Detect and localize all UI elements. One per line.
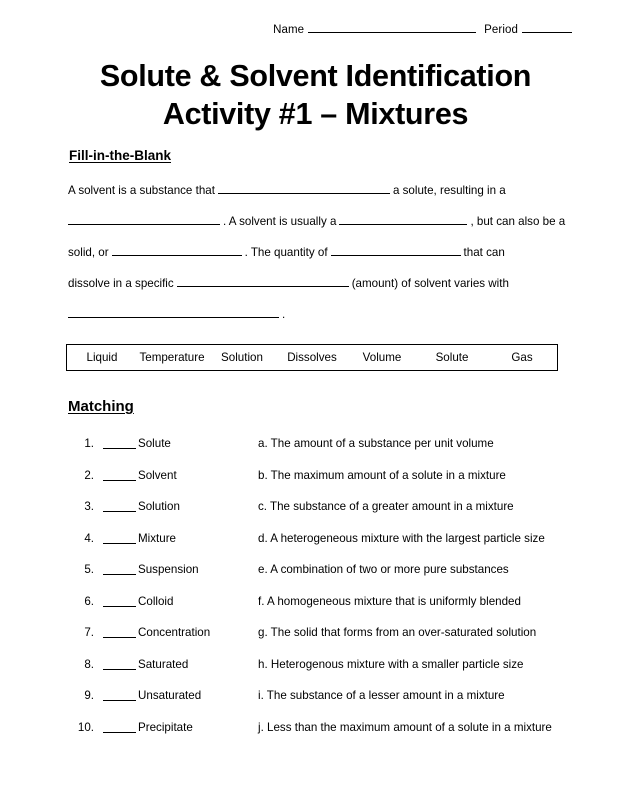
word-bank-box (66, 344, 558, 371)
matching-row (0, 500, 631, 532)
word-bank-item: Dissolves (287, 351, 337, 364)
page-title (0, 57, 631, 133)
period-blank-line[interactable] (522, 32, 572, 33)
fib-blank-7[interactable] (68, 317, 279, 318)
fib-text-4b: (amount) of solvent varies with (351, 277, 509, 290)
matching-row (0, 437, 631, 469)
matching-answer-blank[interactable] (103, 532, 136, 544)
word-bank-item: Solution (221, 351, 263, 364)
matching-answer-blank[interactable] (103, 689, 136, 701)
matching-row (0, 658, 631, 690)
matching-row (0, 689, 631, 721)
fib-line-5 (68, 308, 568, 339)
title-line-1: Solute & Solvent Identification (99, 59, 532, 93)
word-bank-item: Gas (511, 351, 533, 364)
matching-term: Precipitate (138, 720, 193, 734)
title-line-2: Activity #1 – Mixtures (162, 97, 469, 131)
matching-term: Concentration (138, 626, 211, 639)
fib-text-4a: dissolve in a specific (68, 277, 174, 290)
fib-text-3b: . The quantity of (244, 246, 328, 259)
matching-answer-blank[interactable] (103, 626, 136, 638)
matching-number: 8. (84, 657, 94, 671)
word-bank-item: Volume (362, 351, 402, 364)
matching-answer-blank[interactable] (103, 595, 136, 607)
matching-definition: g. The solid that forms from an over-saturated solution (258, 626, 537, 639)
fib-text-3a: solid, or (68, 246, 109, 259)
matching-number: 7. (84, 626, 94, 639)
matching-answer-blank[interactable] (103, 500, 136, 512)
matching-definition: d. A heterogeneous mixture with the largest particle size (258, 531, 545, 545)
matching-row (0, 721, 631, 753)
matching-term: Saturated (138, 657, 189, 671)
word-bank-item: Temperature (139, 351, 205, 364)
fib-text-1b: a solute, resulting in a (392, 184, 506, 197)
fib-blank-1[interactable] (218, 193, 390, 194)
fib-line-3 (68, 246, 568, 277)
fib-text-2b: , but can also be a (470, 215, 566, 228)
matching-definition: e. A combination of two or more pure substances (258, 563, 509, 576)
fib-line-2 (68, 215, 568, 246)
fib-blank-2[interactable] (68, 224, 220, 225)
matching-answer-blank[interactable] (103, 563, 136, 575)
word-bank-item: Liquid (86, 351, 118, 364)
matching-row (0, 626, 631, 658)
fib-text-2a: . A solvent is usually a (223, 215, 337, 228)
name-label: Name (273, 24, 305, 36)
matching-term: Colloid (138, 594, 174, 608)
matching-row (0, 563, 631, 595)
fib-line-1 (68, 184, 568, 215)
matching-definition: h. Heterogenous mixture with a smaller particle size (258, 657, 524, 671)
fib-line-4 (68, 277, 568, 308)
matching-number: 3. (84, 500, 94, 513)
matching-term: Unsaturated (138, 689, 202, 702)
fib-text-5a: . (282, 308, 286, 321)
fill-in-the-blank-paragraph (68, 184, 568, 339)
matching-definition: b. The maximum amount of a solute in a mixture (258, 468, 506, 482)
fill-in-the-blank-heading: Fill-in-the-Blank (69, 148, 171, 163)
fib-blank-5[interactable] (331, 255, 461, 256)
fib-blank-4[interactable] (112, 255, 242, 256)
matching-definition: c. The substance of a greater amount in a mixture (258, 500, 514, 513)
matching-definition: f. A homogeneous mixture that is uniformly blended (258, 594, 521, 608)
matching-answer-blank[interactable] (103, 469, 136, 481)
matching-answer-blank[interactable] (103, 437, 136, 449)
matching-definition: j. Less than the maximum amount of a solute in a mixture (258, 720, 552, 734)
matching-number: 2. (84, 468, 94, 482)
matching-number: 4. (84, 531, 94, 545)
matching-answer-blank[interactable] (103, 721, 136, 733)
matching-number: 9. (84, 689, 94, 702)
word-bank-item: Solute (435, 351, 469, 364)
fib-blank-6[interactable] (177, 286, 349, 287)
matching-row (0, 469, 631, 501)
matching-number: 6. (84, 594, 94, 608)
matching-term: Solution (138, 500, 180, 513)
matching-number: 5. (84, 563, 94, 576)
matching-heading: Matching (68, 398, 134, 415)
name-blank-line[interactable] (308, 32, 476, 33)
matching-number: 10. (77, 720, 94, 734)
matching-row (0, 595, 631, 627)
matching-definition: i. The substance of a lesser amount in a mixture (258, 689, 505, 702)
matching-row (0, 532, 631, 564)
matching-term: Solvent (138, 468, 177, 482)
period-label: Period (484, 24, 518, 36)
matching-definition: a. The amount of a substance per unit volume (258, 437, 494, 450)
student-info-header (0, 24, 631, 36)
matching-number: 1. (84, 437, 94, 450)
matching-term: Mixture (138, 531, 177, 545)
fib-text-3c: that can (463, 246, 505, 259)
matching-list (0, 437, 631, 752)
fib-blank-3[interactable] (339, 224, 467, 225)
fib-text-1a: A solvent is a substance that (68, 184, 215, 197)
matching-term: Solute (138, 437, 171, 450)
matching-term: Suspension (138, 563, 199, 576)
matching-answer-blank[interactable] (103, 658, 136, 670)
